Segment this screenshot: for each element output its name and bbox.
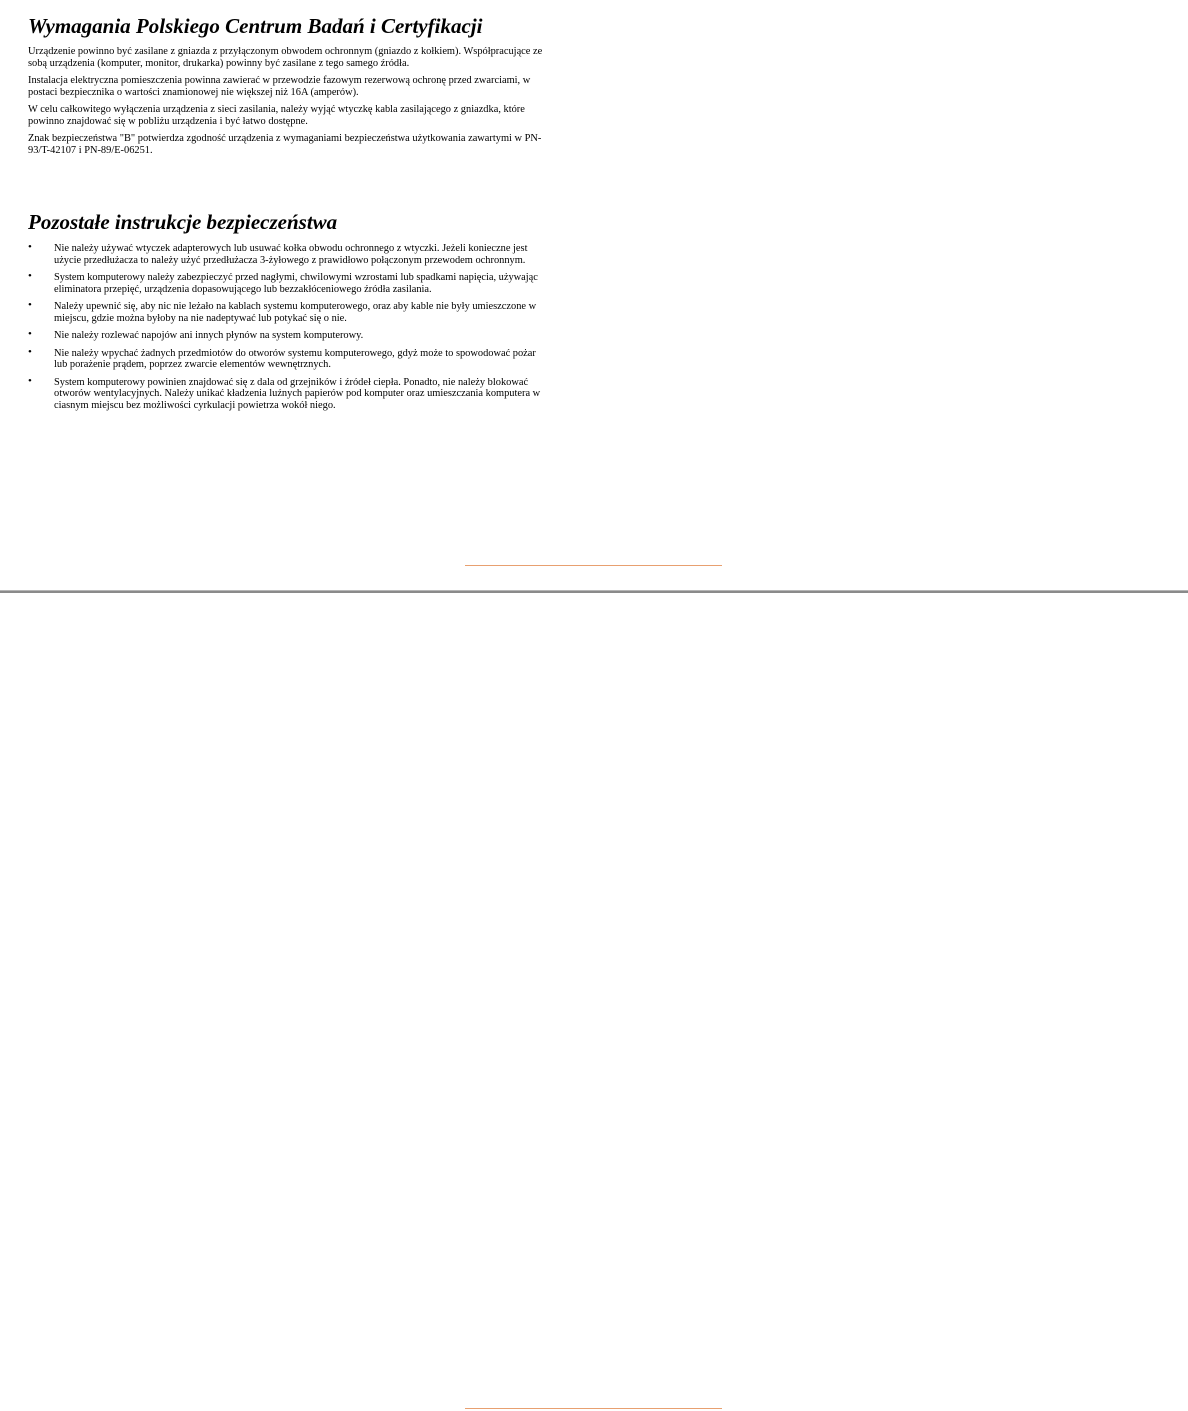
frame-separator[interactable] (0, 590, 1188, 593)
section-heading-pcbc: Wymagania Polskiego Centrum Badań i Certyfikacji (28, 14, 483, 38)
paragraph-4: Znak bezpieczeństwa "B" potwierdza zgodność urządzenia z wymaganiami bezpieczeństwa użytkowania zawartymi w PN-93/T-42107 i PN-89/E-06251. (28, 133, 542, 156)
pcbc-paragraphs (28, 46, 543, 162)
bullet-icon: • (28, 374, 32, 387)
page-end-rule (465, 565, 722, 566)
bullet-icon: • (28, 345, 32, 358)
paragraph-3: W celu całkowitego wyłączenia urządzenia z sieci zasilania, należy wyjąć wtyczkę kabla zasilającego z gniazdka, które powinno znajdować się w pobliżu urządzenia i być łatwo dostępne. (28, 104, 525, 127)
bullet-icon: • (28, 241, 32, 253)
list-item (28, 243, 543, 266)
paragraph-1: Urządzenie powinno być zasilane z gniazda z przyłączonym obwodem ochronnym (gniazdo z kołkiem). Współpracujące ze sobą urządzenia (komputer, monitor, drukarka) powinny być zasilane z tego samego źródła. (28, 46, 543, 69)
list-item-text: Nie należy wpychać żadnych przedmiotów do otworów systemu komputerowego, gdyż może to spowodować pożar lub porażenie prądem, poprzez zwarcie elementów wewnętrznych. (54, 347, 536, 370)
list-item (28, 374, 543, 412)
section-heading-safety: Pozostałe instrukcje bezpieczeństwa (28, 210, 338, 234)
list-item-text: System komputerowy należy zabezpieczyć przed nagłymi, chwilowymi wzrostami lub spadkami napięcia, używając eliminatora przepięć, urządzenia dopasowującego lub bezzakłóceniowego źródła zasilania. (54, 272, 538, 295)
list-item (28, 272, 543, 295)
list-item (28, 301, 543, 324)
list-item-text: System komputerowy powinien znajdować się z dala od grzejników i źródeł ciepła. Ponadto, nie należy blokować otworów wentylacyjnych. Należy unikać kładzenia luźnych papierów pod komputer oraz umieszczania komputera w ciasnym miejscu bez możliwości cyrkulacji powietrza wokół niego. (54, 376, 541, 411)
list-item-text: Nie należy używać wtyczek adapterowych lub usuwać kołka obwodu ochronnego z wtyczki. Jeżeli konieczne jest użycie przedłużacza to należy użyć przedłużacza 3-żyłowego z prawidłowo połączonym przewodem ochronnym. (54, 243, 528, 266)
list-item-text: Nie należy rozlewać napojów ani innych płynów na system komputerowy. (54, 330, 364, 341)
bullet-icon: • (28, 299, 32, 311)
list-item (28, 330, 543, 342)
page-end-rule-bottom (465, 1408, 722, 1409)
bullet-icon: • (28, 270, 32, 282)
paragraph-2: Instalacja elektryczna pomieszczenia powinna zawierać w przewodzie fazowym rezerwową ochronę przed zwarciami, w postaci bezpiecznika o wartości znamionowej nie większej niż 16A (amperów). (28, 75, 531, 98)
list-item-text: Należy upewnić się, aby nic nie leżało na kablach systemu komputerowego, oraz aby kable nie były umieszczone w miejscu, gdzie można byłoby na nie nadeptywać lub potykać się o nie. (54, 301, 537, 324)
list-item (28, 345, 543, 371)
bullet-icon: • (28, 328, 32, 340)
safety-instructions-list (28, 243, 543, 417)
